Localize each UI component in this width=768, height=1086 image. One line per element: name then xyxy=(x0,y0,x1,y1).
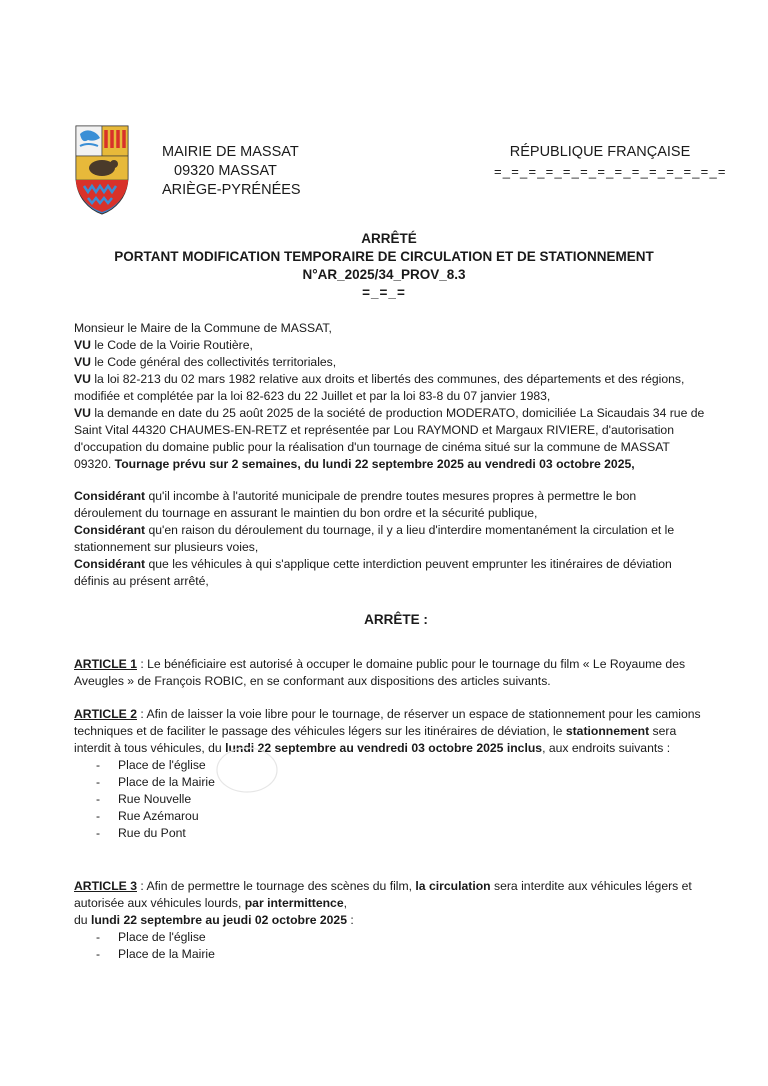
article-3-intermittence: par intermittence xyxy=(244,896,344,910)
article-3-body-c: , xyxy=(343,896,348,910)
list-item: - Place de l'église xyxy=(96,929,706,946)
title-arrete: ARRÊTÉ xyxy=(361,231,417,246)
list-item: - Place de la Mairie xyxy=(96,946,706,963)
republique-separator: =_=_=_=_=_=_=_=_=_=_=_=_=_= xyxy=(494,164,727,179)
article-2-text xyxy=(74,706,706,757)
title-subject: PORTANT MODIFICATION TEMPORAIRE DE CIRCULATION ET DE STATIONNEMENT xyxy=(114,249,654,264)
faint-stamp-mark xyxy=(212,742,282,798)
visa-1 xyxy=(74,337,706,354)
article-2-label: ARTICLE 2 xyxy=(74,707,137,721)
visa-4 xyxy=(74,405,706,473)
vu-label: VU xyxy=(74,372,91,386)
article-2-stationnement: stationnement xyxy=(565,724,650,738)
considerant-label: Considérant xyxy=(74,523,146,537)
visa-text: la loi 82-213 du 02 mars 1982 relative aux droits et libertés des communes, des départements et des régions, modifiée et complétée par la loi 82-623 du 22 Juillet et par la loi 83-8 du 07 janvier 1983, xyxy=(74,372,685,403)
article-3-circulation: la circulation xyxy=(415,879,491,893)
considerant-label: Considérant xyxy=(74,557,146,571)
article-2-places-list xyxy=(74,757,706,842)
considerant-text: qu'en raison du déroulement du tournage, il y a lieu d'interdire momentanément la circulation et le stationnement sur plusieurs voies, xyxy=(74,523,675,554)
visas-intro: Monsieur le Maire de la Commune de MASSAT, xyxy=(74,321,332,335)
mairie-address-block xyxy=(162,143,301,200)
considerant-text: que les véhicules à qui s'applique cette interdiction peuvent emprunter les itinéraires de déviation définis au présent arrêté, xyxy=(74,557,672,588)
article-1-text xyxy=(74,656,706,690)
visa-tournage-dates: Tournage prévu sur 2 semaines, du lundi 22 septembre 2025 au vendredi 03 octobre 2025, xyxy=(114,457,635,471)
considerant-label: Considérant xyxy=(74,489,146,503)
article-2-body-c: , aux endroits suivants : xyxy=(542,741,671,755)
title-separator: =_=_= xyxy=(362,285,406,300)
article-1 xyxy=(74,656,706,690)
list-item: - Rue du Pont xyxy=(96,825,706,842)
article-3-dates-line xyxy=(74,912,706,929)
mairie-postal: 09320 MASSAT xyxy=(174,163,277,179)
article-3-places-list xyxy=(74,929,706,963)
vu-label: VU xyxy=(74,338,91,352)
vu-label: VU xyxy=(74,406,91,420)
article-3-body-d: du xyxy=(74,913,91,927)
article-3-text xyxy=(74,878,706,912)
article-3-dates: lundi 22 septembre au jeudi 02 octobre 2025 xyxy=(90,913,347,927)
list-item: - Place de la Mairie xyxy=(96,774,706,791)
considerant-text: qu'il incombe à l'autorité municipale de prendre toutes mesures propres à permettre le bon déroulement du tournage en assurant le maintien du bon ordre et la sécurité publique, xyxy=(74,489,637,520)
document-title xyxy=(0,230,768,302)
article-3-body-a: : Afin de permettre le tournage des scènes du film, xyxy=(136,879,416,893)
visa-text: la demande en date du 25 août 2025 de la société de production MODERATO, domiciliée La Sicaudais 34 rue de Saint Vital 44320 CHAUMES-EN-RETZ et représentée par Lou RAYMOND et Margaux RIVIERE, d'autorisation d'occupation du domaine public pour la réalisation d'un tournage de cinéma situé sur la commune de MASSAT 09320. xyxy=(74,406,705,471)
considerant-2 xyxy=(74,522,706,556)
vu-label: VU xyxy=(74,355,91,369)
visa-text: le Code général des collectivités territoriales, xyxy=(90,355,337,369)
article-1-body: : Le bénéficiaire est autorisé à occuper le domaine public pour le tournage du film « Le Royaume des Aveugles » de François ROBIC, en se conformant aux dispositions des articles suivants. xyxy=(74,657,686,688)
visa-3 xyxy=(74,371,706,405)
list-item: - Place de l'église xyxy=(96,757,706,774)
article-2 xyxy=(74,706,706,842)
visa-text: le Code de la Voirie Routière, xyxy=(90,338,253,352)
article-3-label: ARTICLE 3 xyxy=(74,879,137,893)
considerants-section xyxy=(74,488,706,590)
considerant-3 xyxy=(74,556,706,590)
article-2-body-a: : Afin de laisser la voie libre pour le tournage, de réserver un espace de stationnement pour les camions techniques et de faciliter le passage des véhicules légers sur les itinéraires de déviation, le xyxy=(74,707,701,738)
mairie-name: MAIRIE DE MASSAT xyxy=(162,144,299,160)
republique-francaise: RÉPUBLIQUE FRANÇAISE xyxy=(509,144,691,160)
article-2-dates: lundi 22 septembre au vendredi 03 octobre 2025 inclus xyxy=(225,741,543,755)
visas-section xyxy=(74,320,706,473)
article-3 xyxy=(74,878,706,963)
coat-of-arms-logo xyxy=(74,124,130,216)
article-2-body-b: sera interdit à tous véhicules, du xyxy=(74,724,677,755)
list-item: - Rue Nouvelle xyxy=(96,791,706,808)
article-1-label: ARTICLE 1 xyxy=(74,657,137,671)
list-item: - Rue Azémarou xyxy=(96,808,706,825)
title-reference: N°AR_2025/34_PROV_8.3 xyxy=(302,267,466,282)
considerant-1 xyxy=(74,488,706,522)
republique-block xyxy=(494,143,727,181)
arrete-heading: ARRÊTE : xyxy=(364,612,428,627)
article-3-body-b: sera interdite aux véhicules légers et autorisée aux véhicules lourds, xyxy=(74,879,692,910)
mairie-region: ARIÈGE-PYRÉNÉES xyxy=(162,182,301,198)
article-3-body-e: : xyxy=(346,913,354,927)
visa-2 xyxy=(74,354,706,371)
